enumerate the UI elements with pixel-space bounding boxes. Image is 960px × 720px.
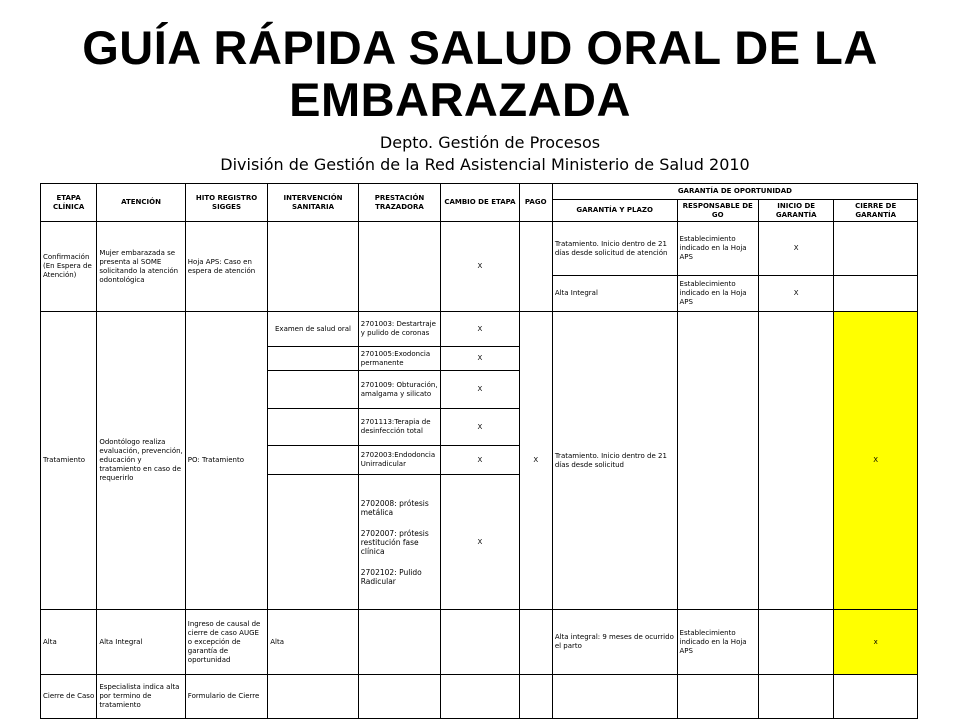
prestacion-5-protesis-metalica: 2702008: prótesis metálica [360, 498, 429, 517]
prestacion-4: 2702003:Endodoncia Unirradicular [358, 446, 440, 475]
alta-garantia: Alta integral: 9 meses de ocurrido el parto [552, 610, 677, 675]
confirmacion-cambio: X [441, 222, 519, 312]
confirmacion-cierre-2 [834, 276, 918, 312]
cierre-caso-inicio [758, 675, 833, 719]
confirmacion-pago [519, 222, 552, 312]
tratamiento-intervencion-1: Examen de salud oral [268, 312, 359, 347]
tratamiento-inicio [758, 312, 833, 610]
tratamiento-intervencion-4 [268, 409, 359, 446]
confirmacion-inicio-1: X [758, 222, 833, 276]
header-responsable: RESPONSABLE DE GO [677, 200, 758, 222]
tratamiento-etapa: Tratamiento [41, 312, 97, 610]
header-garantia-oportunidad: GARANTÍA DE OPORTUNIDAD [552, 184, 917, 200]
cierre-caso-pago [519, 675, 552, 719]
confirmacion-prestacion [358, 222, 440, 312]
header-pago: PAGO [519, 184, 552, 222]
prestacion-3: 2701113:Terapia de desinfección total [358, 409, 440, 446]
header-hito: HITO REGISTRO SIGGES [185, 184, 267, 222]
table-row-alta [41, 610, 918, 675]
tratamiento-cierre: X [834, 312, 918, 610]
header-atencion: ATENCIÓN [97, 184, 185, 222]
confirmacion-responsable-2: Establecimiento indicado en la Hoja APS [677, 276, 758, 312]
cierre-caso-responsable [677, 675, 758, 719]
guide-table [40, 183, 918, 719]
table-row-cierre-caso [41, 675, 918, 719]
alta-prestacion [358, 610, 440, 675]
alta-cambio [441, 610, 519, 675]
alta-atencion: Alta Integral [97, 610, 185, 675]
prestacion-1: 2701005:Exodoncia permanente [358, 347, 440, 371]
prestacion-2-mark: X [441, 371, 519, 409]
prestacion-5-pulido-radicular: 2702102: Pulido Radicular [360, 567, 422, 586]
alta-intervencion: Alta [268, 610, 359, 675]
table-row-tratamiento [41, 312, 918, 347]
tratamiento-hito: PO: Tratamiento [185, 312, 267, 610]
cierre-caso-intervencion [268, 675, 359, 719]
confirmacion-atencion: Mujer embarazada se presenta al SOME solicitando la atención odontológica [97, 222, 185, 312]
cierre-caso-atencion: Especialista indica alta por termino de tratamiento [97, 675, 185, 719]
alta-hito: Ingreso de causal de cierre de caso AUGE o excepción de garantía de oportunidad [185, 610, 267, 675]
tratamiento-garantia: Tratamiento. Inicio dentro de 21 días desde solicitud [552, 312, 677, 610]
cierre-caso-hito: Formulario de Cierre [185, 675, 267, 719]
confirmacion-hito: Hoja APS: Caso en espera de atención [185, 222, 267, 312]
title-line-1: GUÍA RÁPIDA SALUD ORAL DE LA [82, 21, 878, 74]
prestacion-5 [358, 475, 440, 610]
header-garantia-plazo: GARANTÍA Y PLAZO [552, 200, 677, 222]
tratamiento-intervencion-3 [268, 371, 359, 409]
alta-cierre: x [834, 610, 918, 675]
cierre-caso-etapa: Cierre de Caso [41, 675, 97, 719]
cierre-caso-cierre [834, 675, 918, 719]
alta-inicio [758, 610, 833, 675]
confirmacion-garantia-1: Tratamiento. Inicio dentro de 21 días desde solicitud de atención [552, 222, 677, 276]
cierre-caso-garantia [552, 675, 677, 719]
tratamiento-intervencion-6 [268, 475, 359, 610]
page-title [0, 22, 960, 126]
alta-responsable: Establecimiento indicado en la Hoja APS [677, 610, 758, 675]
prestacion-2: 2701009: Obturación, amalgama y silicato [358, 371, 440, 409]
header-inicio: INICIO DE GARANTÍA [758, 200, 833, 222]
subtitle-division: División de Gestión de la Red Asistencial Ministerio de Salud 2010 [220, 155, 750, 174]
confirmacion-cierre-1 [834, 222, 918, 276]
title-line-2: EMBARAZADA [289, 73, 631, 126]
header-intervencion: INTERVENCIÓN SANITARIA [268, 184, 359, 222]
header-row [41, 184, 918, 200]
tratamiento-intervencion-2 [268, 347, 359, 371]
table-row-confirmacion [41, 222, 918, 276]
prestacion-0: 2701003: Destartraje y pulido de coronas [358, 312, 440, 347]
prestacion-1-mark: X [441, 347, 519, 371]
tratamiento-atencion: Odontólogo realiza evaluación, prevención, educación y tratamiento en caso de requerirlo [97, 312, 185, 610]
cierre-caso-prestacion [358, 675, 440, 719]
confirmacion-responsable-1: Establecimiento indicado en la Hoja APS [677, 222, 758, 276]
header-prestacion: PRESTACIÓN TRAZADORA [358, 184, 440, 222]
header-cierre: CIERRE DE GARANTÍA [834, 200, 918, 222]
header-cambio: CAMBIO DE ETAPA [441, 184, 519, 222]
tratamiento-responsable [677, 312, 758, 610]
confirmacion-etapa: Confirmación (En Espera de Atención) [41, 222, 97, 312]
alta-etapa: Alta [41, 610, 97, 675]
prestacion-4-mark: X [441, 446, 519, 475]
alta-pago [519, 610, 552, 675]
cierre-caso-cambio [441, 675, 519, 719]
prestacion-5-mark: X [441, 475, 519, 610]
prestacion-0-mark: X [441, 312, 519, 347]
header-etapa: ETAPA CLÍNICA [41, 184, 97, 222]
subtitle-department: Depto. Gestión de Procesos [379, 133, 601, 152]
tratamiento-intervencion-5 [268, 446, 359, 475]
confirmacion-intervencion [268, 222, 359, 312]
prestacion-5-protesis-restitucion: 2702007: prótesis restitución fase clínica [360, 528, 429, 556]
tratamiento-pago: X [519, 312, 552, 610]
confirmacion-garantia-2: Alta Integral [552, 276, 677, 312]
confirmacion-inicio-2: X [758, 276, 833, 312]
prestacion-3-mark: X [441, 409, 519, 446]
